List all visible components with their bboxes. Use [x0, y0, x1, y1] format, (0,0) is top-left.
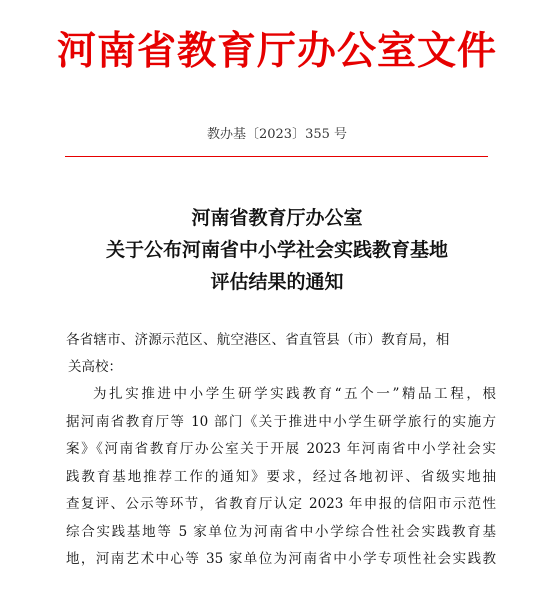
- salutation-line-2: 关高校：: [68, 359, 122, 375]
- notice-title-line-3: 评估结果的通知: [210, 271, 344, 293]
- notice-title-line-2: 关于公布河南省中小学社会实践教育基地: [105, 239, 448, 261]
- salutation: [66, 327, 496, 381]
- notice-title-line-1: 河南省教育厅办公室: [191, 207, 363, 229]
- body-line: 查复评、公示等环节，省教育厅认定 2023 年申报的信阳市示范性: [66, 496, 496, 512]
- document-number: 教办基〔2023〕355 号: [206, 127, 348, 142]
- body-line: 地，河南艺术中心等 35 家单位为河南省中小学专项性社会实践教: [66, 551, 496, 567]
- notice-title: [0, 202, 554, 298]
- body-line: 综合实践基地等 5 家单位为河南省中小学综合性社会实践教育基: [66, 523, 496, 540]
- body-paragraph: [66, 381, 496, 574]
- body-line: 案》《河南省教育厅办公室关于开展 2023 年河南省中小学社会实: [66, 441, 496, 457]
- document-header-title: 河南省教育厅办公室文件: [56, 28, 497, 74]
- red-separator-line: [65, 156, 488, 157]
- body-line: 据河南省教育厅等 10 部门《关于推进中小学生研学旅行的实施方: [66, 413, 496, 430]
- body-line: 为扎实推进中小学生研学实践教育“五个一”精品工程，根: [93, 386, 496, 402]
- salutation-line-1: 各省辖市、济源示范区、航空港区、省直管县（市）教育局，相: [66, 332, 450, 348]
- body-line: 践教育基地推荐工作的通知》要求，经过各地初评、省级实地抽: [66, 468, 496, 485]
